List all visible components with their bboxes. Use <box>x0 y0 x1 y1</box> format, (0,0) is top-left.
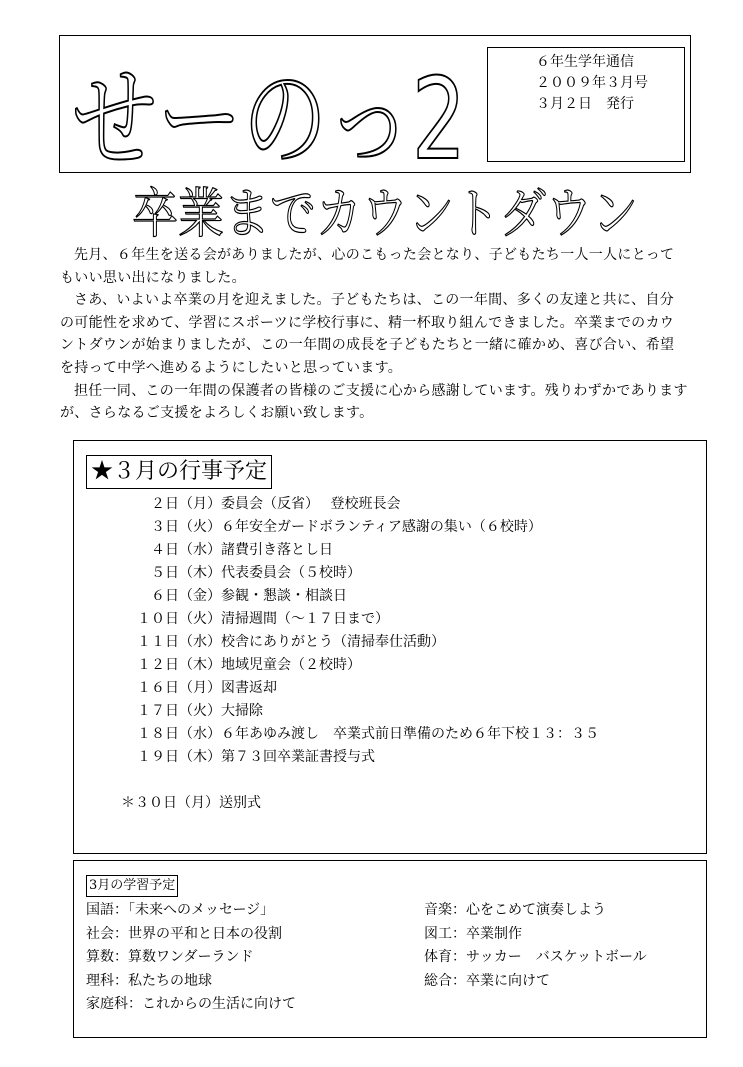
banner-text: 卒業までカウントダウン <box>132 182 638 245</box>
study-item: 国語：「未来へのメッセージ」 <box>86 902 275 918</box>
events-box <box>73 440 707 854</box>
study-item: 総合：卒業に向けて <box>424 972 550 989</box>
masthead-title: せーのっ2 <box>72 55 466 168</box>
event-item: １８日（水）６年あゆみ渡し 卒業式前日準備のため６年下校１３：３５ <box>137 726 599 742</box>
study-item: 社会：世界の平和と日本の役割 <box>86 925 282 942</box>
event-item: １２日（木）地域児童会（２校時） <box>137 657 361 673</box>
event-item: １０日（火）清掃週間（～１７日まで） <box>137 611 389 627</box>
study-item: 図工：卒業制作 <box>424 925 522 942</box>
event-item-extra: ＊３０日（月）送別式 <box>121 795 261 811</box>
event-item: １６日（月）図書返却 <box>137 680 277 696</box>
issue-month: ２００９年３月号 <box>536 75 648 91</box>
intro-paragraph: さあ、いよいよ卒業の月を迎えました。子どもたちは、この一年間、多くの友達と共に、自分の可能性を求めて、学習にスポーツに学校行事に、精一杯取り組んできました。卒業までのカウントダウンが始まりましたが、この一年間の成長を子どもたちと一緒に確かめ、喜び合い、希望を持って中学へ進めるようにしたいと思っています。 <box>60 292 675 376</box>
study-column-right <box>424 899 647 993</box>
study-column-left <box>86 899 296 1017</box>
event-item: ３日（火）６年安全ガードボランティア感謝の集い（６校時） <box>151 519 542 535</box>
study-item: 算数：算数ワンダーランド <box>86 949 254 965</box>
event-list <box>74 493 599 815</box>
study-title: 3月の学習予定 <box>86 875 178 897</box>
event-item: ５日（木）代表委員会（５校時） <box>151 565 361 581</box>
issue-date: ３月２日 発行 <box>536 96 634 112</box>
event-item: ６日（金）参観・懇談・相談日 <box>151 588 347 604</box>
event-item: １７日（火）大掃除 <box>137 703 263 719</box>
study-plan-box <box>73 860 707 1038</box>
intro-text <box>60 244 688 425</box>
intro-paragraph: 担任一同、この一年間の保護者の皆様のご支援に心から感謝しています。残りわずかでありますが、さらなるご支援をよろしくお願い致します。 <box>60 382 688 422</box>
masthead-logo <box>70 40 470 168</box>
study-item: 理科：私たちの地球 <box>86 972 212 989</box>
countdown-banner <box>130 170 640 246</box>
event-item: １１日（水）校舎にありがとう（清掃奉仕活動） <box>137 634 445 650</box>
study-item: 音楽：心をこめて演奏しよう <box>424 902 606 918</box>
event-item: ４日（水）諸費引き落とし日 <box>151 542 333 558</box>
intro-paragraph: 先月、６年生を送る会がありましたが、心のこもった会となり、子どもたち一人一人にとってもいい思い出になりました。 <box>60 247 675 286</box>
issue-grade: ６年生学年通信 <box>536 54 634 70</box>
issue-info-box <box>487 47 685 162</box>
study-item: 家庭科：これからの生活に向けて <box>86 996 296 1012</box>
study-item: 体育：サッカー バスケットボール <box>424 949 647 965</box>
event-item: ２日（月）委員会（反省） 登校班長会 <box>151 496 401 512</box>
events-title: ★３月の行事予定 <box>86 455 272 489</box>
event-item: １９日（木）第７３回卒業証書授与式 <box>137 749 375 765</box>
